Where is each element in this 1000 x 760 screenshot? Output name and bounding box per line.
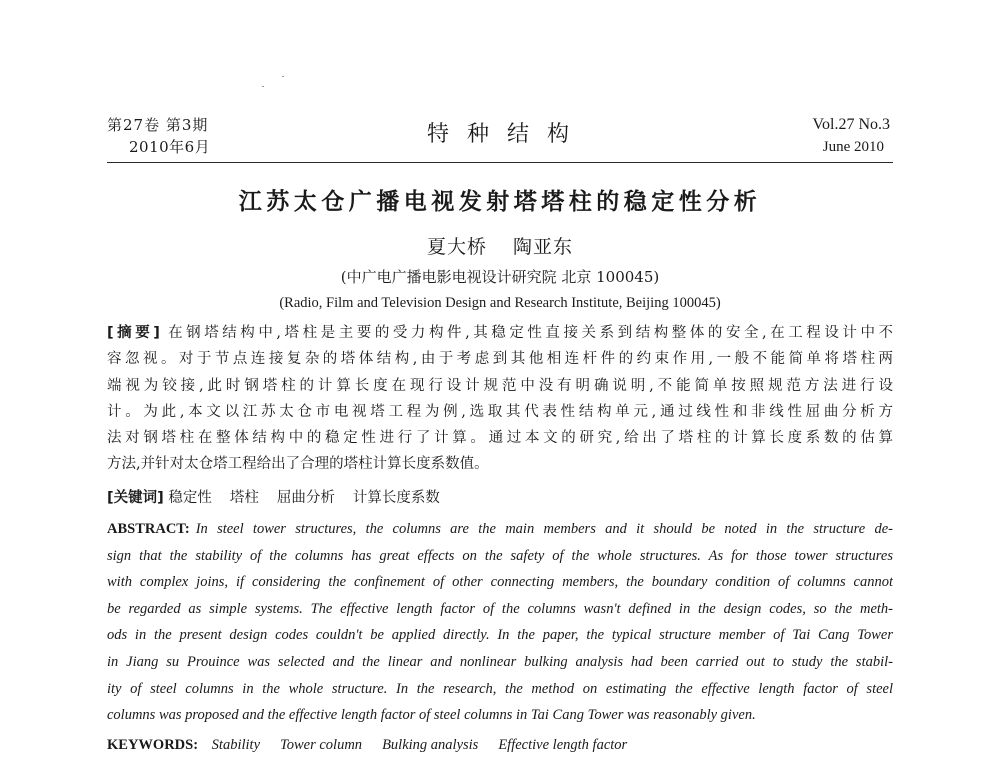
abstract-cn-line xyxy=(107,320,893,346)
author-name: 夏大桥 xyxy=(426,236,487,258)
abstract-cn-line: 容忽视。对于节点连接复杂的塔体结构,由于考虑到其他相连杆件的约束作用,一般不能简单将塔柱两 xyxy=(107,351,893,368)
volume-issue-cn: 第27卷 第3期 xyxy=(107,116,209,134)
keyword-en: Bulking analysis xyxy=(382,737,479,753)
speck xyxy=(262,86,264,87)
abstract-en-line: columns was proposed and the effective length factor of steel columns in Tai Cang Tower was reasonably given. xyxy=(107,707,756,724)
abstract-en-line: sign that the stability of the columns has great effects on the safety of the whole structures. As for those tower structures xyxy=(107,547,893,564)
keywords-cn xyxy=(107,486,893,510)
abstract-en-label: ABSTRACT: xyxy=(107,521,190,537)
keyword-cn: 稳定性 xyxy=(168,490,212,506)
keywords-en-label: KEYWORDS: xyxy=(107,737,199,753)
date-en: June 2010 xyxy=(822,139,884,155)
volume-issue-en: Vol.27 No.3 xyxy=(812,116,890,133)
keyword-en: Stability xyxy=(211,737,261,753)
abstract-en-line xyxy=(107,516,893,543)
abstract-en-line: in Jiang su Prouince was selected and the linear and nonlinear bulking analysis had been carried out to study the stabil- xyxy=(107,653,893,670)
abstract-en-line: with complex joins, if considering the confinement of other connecting members, the boundary condition of columns cannot xyxy=(107,574,893,591)
keyword-cn: 塔柱 xyxy=(229,490,259,506)
abstract-cn-text: 在钢塔结构中,塔柱是主要的受力构件,其稳定性直接关系到结构整体的安全,在工程设计中不 xyxy=(168,325,893,341)
scan-specks xyxy=(262,74,292,90)
abstract-en xyxy=(107,516,893,729)
abstract-cn-line: 法对钢塔柱在整体结构中的稳定性进行了计算。通过本文的研究,给出了塔柱的计算长度系数的估算 xyxy=(107,430,893,447)
affiliation-cn: (中广电广播电影电视设计研究院 北京 100045) xyxy=(340,268,660,286)
keyword-en: Tower column xyxy=(280,737,363,753)
abstract-cn-line: 方法,并针对太仓塔工程给出了合理的塔柱计算长度系数值。 xyxy=(107,456,489,473)
abstract-en-line: ity of steel columns in the whole structure. In the research, the method on estimating the effective length factor of steel xyxy=(107,680,893,697)
abstract-cn-label: [摘要] xyxy=(107,325,160,341)
keyword-cn: 屈曲分析 xyxy=(276,490,335,506)
keyword-en: Effective length factor xyxy=(498,737,628,753)
abstract-en-text: In steel tower structures, the columns are the main members and it should be noted in the structure de- xyxy=(195,521,893,537)
header-rule xyxy=(107,162,893,163)
abstract-en-line: ods in the present design codes couldn't be applied directly. In the paper, the typical structure member of Tai Cang Tower xyxy=(107,627,893,644)
keywords-cn-label: [关键词] xyxy=(107,490,164,506)
header-right xyxy=(813,114,891,158)
affiliation-en: (Radio, Film and Television Design and Research Institute, Beijing 100045) xyxy=(279,295,721,311)
paper-title: 江苏太仓广播电视发射塔塔柱的稳定性分析 xyxy=(238,189,762,215)
keyword-cn: 计算长度系数 xyxy=(352,490,440,506)
abstract-cn-line: 端视为铰接,此时钢塔柱的计算长度在现行设计规范中没有明确说明,不能简单按照规范方法进行设 xyxy=(107,377,893,394)
abstract-cn-line: 计。为此,本文以江苏太仓市电视塔工程为例,选取其代表性结构单元,通过线性和非线性屈曲分析方 xyxy=(107,403,893,420)
date-cn: 2010年6月 xyxy=(129,138,211,156)
authors xyxy=(0,232,1000,259)
journal-title: 特种结构 xyxy=(426,122,587,147)
keywords-en xyxy=(107,734,893,756)
speck xyxy=(282,76,284,77)
author-name: 陶亚东 xyxy=(513,236,574,258)
abstract-cn xyxy=(107,320,893,478)
abstract-en-line: be regarded as simple systems. The effective length factor of the columns wasn't defined in the design codes, so the meth- xyxy=(107,600,893,617)
